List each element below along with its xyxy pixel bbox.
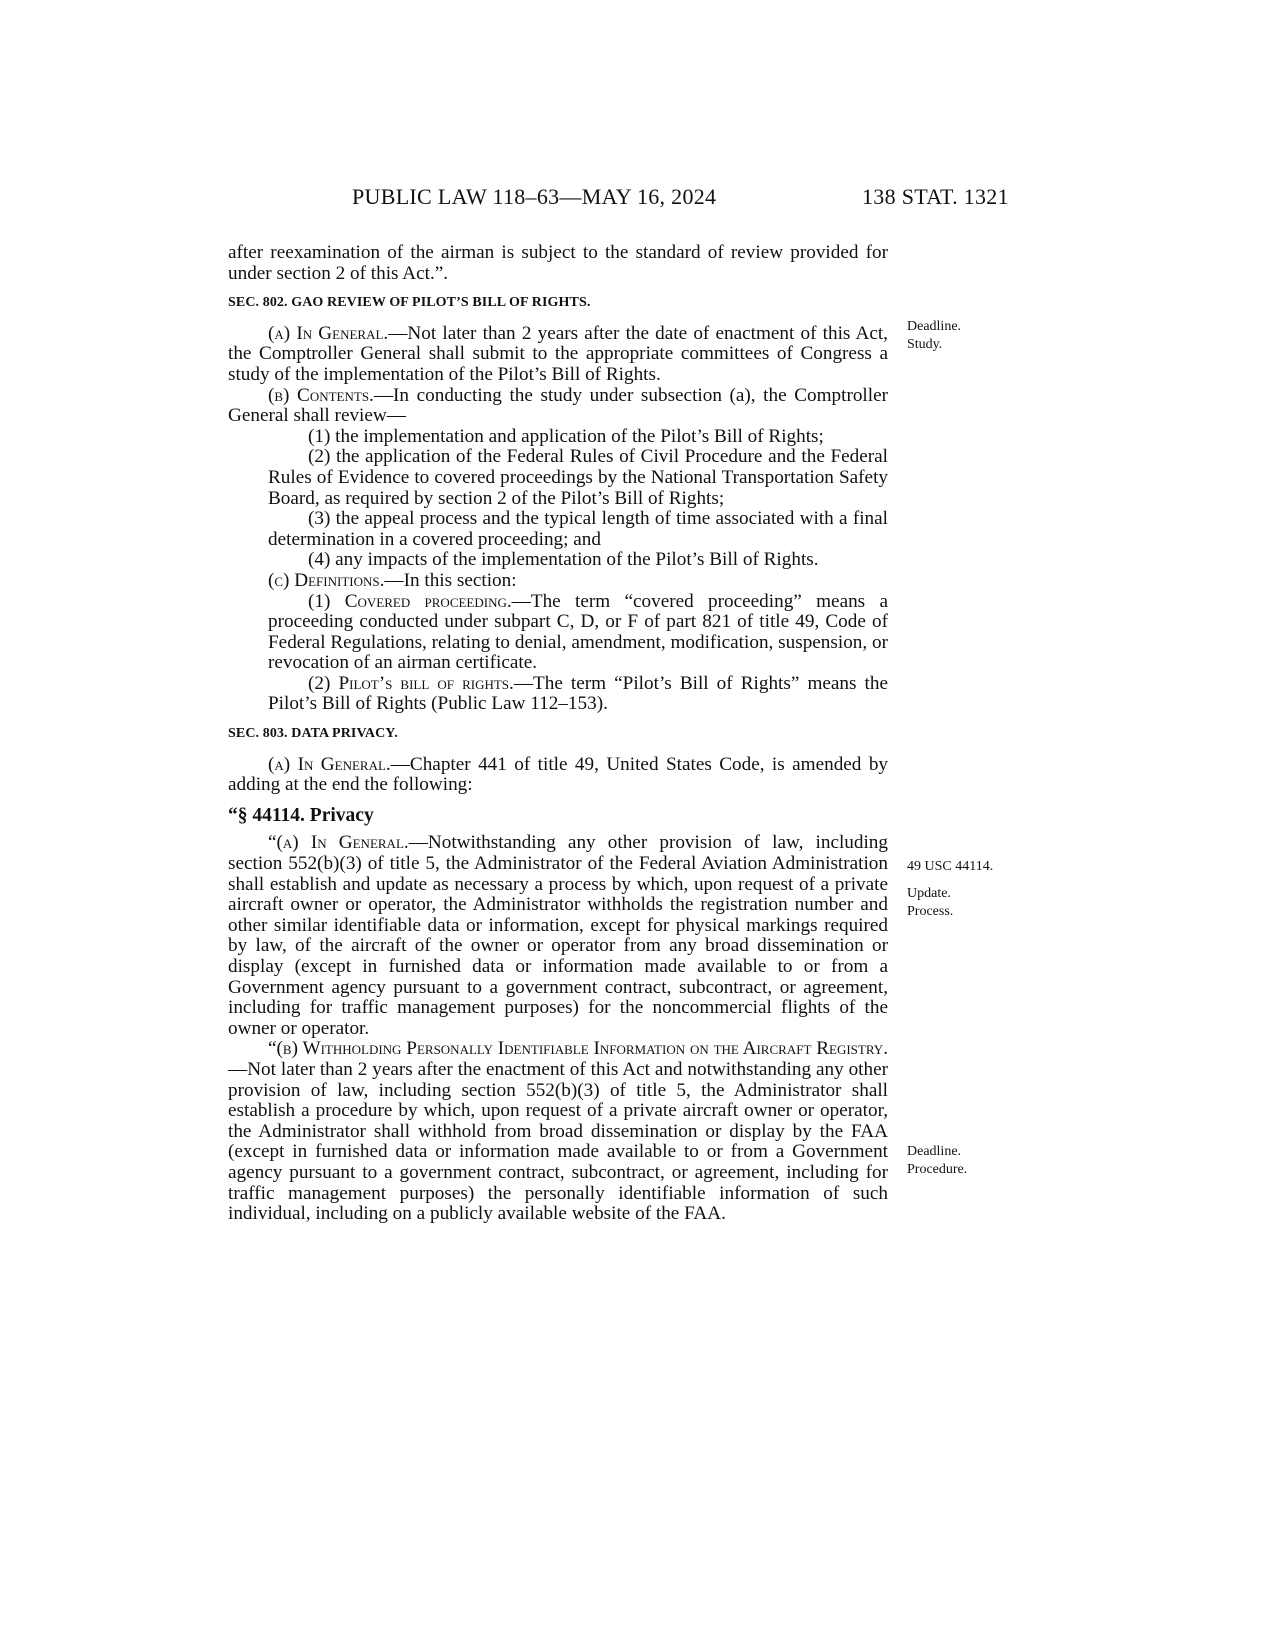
margin-note-deadline-procedure	[907, 1143, 967, 1179]
paragraph-802-b	[228, 386, 888, 427]
subsection-text: —Notwithstanding any other provision of law, including section 552(b)(3) of title 5, the Administrator of the Federal Aviation Administration shall establish and update as necessary a process by which, upon request of a private aircraft owner or operator, the Administrator withholds the registration number and other similar identifiable data or information, except for physical markings required by law, of the aircraft of the owner or operator from any broad dissemination or display (except in furnished data or information made available to or from a Government agency pursuant to a government contract, subcontract, or agreement, including for traffic management purposes) for the noncommercial flights of the owner or operator.	[228, 832, 888, 1039]
subsection-heading: (c) Definitions.	[268, 569, 385, 591]
subsection-heading: “(b) Withholding Personally Identifiable Information on the Aircraft Registry.	[268, 1038, 888, 1060]
paragraph-802-a	[228, 324, 888, 386]
paragraph-803-a	[228, 755, 888, 796]
section-802-heading: SEC. 802. GAO REVIEW OF PILOT’S BILL OF RIGHTS.	[228, 295, 591, 311]
subsection-heading: (a) In General.	[268, 322, 389, 344]
paragraph-text: —The term “Pilot’s Bill of Rights” means the Pilot’s Bill of Rights (Public Law 112–153).	[268, 672, 888, 715]
margin-note: Deadline.	[907, 319, 962, 334]
margin-note: Update.	[907, 886, 951, 901]
subsection-heading: (b) Contents.	[268, 384, 374, 406]
margin-note: Study.	[907, 337, 943, 352]
section-803-heading: SEC. 803. DATA PRIVACY.	[228, 726, 398, 742]
paragraph-continuation: after reexamination of the airman is subject to the standard of review provided for under section 2 of this Act.”.	[228, 242, 888, 284]
paragraph-44114-b	[228, 1039, 888, 1224]
running-head: PUBLIC LAW 118–63—MAY 16, 2024	[352, 184, 717, 209]
paragraph-heading: (1) Covered proceeding.	[308, 590, 512, 612]
margin-note: Deadline.	[907, 1144, 962, 1159]
paragraph-802-c2	[228, 674, 888, 715]
margin-note: 49 USC 44114.	[907, 859, 994, 874]
subsection-text: —Not later than 2 years after the date of enactment of this Act, the Comptroller General shall submit to the appropriate committees of Congress a study of the implementation of the Pilot’s Bill of Rights.	[228, 322, 888, 385]
paragraph-802-b4: (4) any impacts of the implementation of the Pilot’s Bill of Rights.	[308, 549, 819, 571]
margin-note-deadline-study	[907, 318, 961, 354]
page-folio: 138 STAT. 1321	[862, 184, 1009, 209]
paragraph-text: —The term “covered proceeding” means a proceeding conducted under subpart C, D, or F of part 821 of title 49, Code of Federal Regulations, relating to denial, amendment, modification, suspension, or revocation of an airman certificate.	[268, 590, 888, 674]
subsection-heading: (a) In General.	[268, 753, 391, 775]
margin-note-update-process	[907, 885, 953, 921]
page-header	[0, 184, 1275, 214]
paragraph-802-b1: (1) the implementation and application of the Pilot’s Bill of Rights;	[308, 425, 824, 447]
paragraph-heading: (2) Pilot’s bill of rights.	[308, 672, 514, 694]
paragraph-802-c	[228, 571, 888, 592]
subsection-heading: “(a) In General.	[268, 832, 409, 854]
paragraph-802-b3: (3) the appeal process and the typical length of time associated with a final determination in a covered proceeding; and	[268, 508, 888, 550]
margin-note: Process.	[907, 904, 954, 919]
subsection-text: —In conducting the study under subsection (a), the Comptroller General shall review—	[228, 384, 889, 427]
usc-section-heading: “§ 44114. Privacy	[228, 804, 374, 826]
paragraph-44114-a	[228, 833, 888, 1039]
margin-note: Procedure.	[907, 1162, 968, 1177]
margin-note-usc	[907, 858, 993, 876]
subsection-text: —Chapter 441 of title 49, United States Code, is amended by adding at the end the following:	[228, 753, 889, 796]
document-body	[228, 243, 888, 1225]
paragraph-802-b2: (2) the application of the Federal Rules of Civil Procedure and the Federal Rules of Evidence to covered proceedings by the National Transportation Safety Board, as required by section 2 of the Pilot’s Bill of Rights;	[268, 446, 888, 509]
paragraph-802-c1	[228, 592, 888, 674]
subsection-text: —Not later than 2 years after the enactment of this Act and notwithstanding any other provision of law, including section 552(b)(3) of title 5, the Administrator shall establish a procedure by which, upon request of a private aircraft owner or operator, the Administrator shall withhold from broad dissemination or display by the FAA (except in furnished data or information made available to or from a Government agency pursuant to a government contract, subcontract, or agreement, including for traffic management purposes) the personally identifiable information of such individual, including on a publicly available website of the FAA.	[228, 1058, 888, 1225]
subsection-text: —In this section:	[384, 569, 517, 591]
